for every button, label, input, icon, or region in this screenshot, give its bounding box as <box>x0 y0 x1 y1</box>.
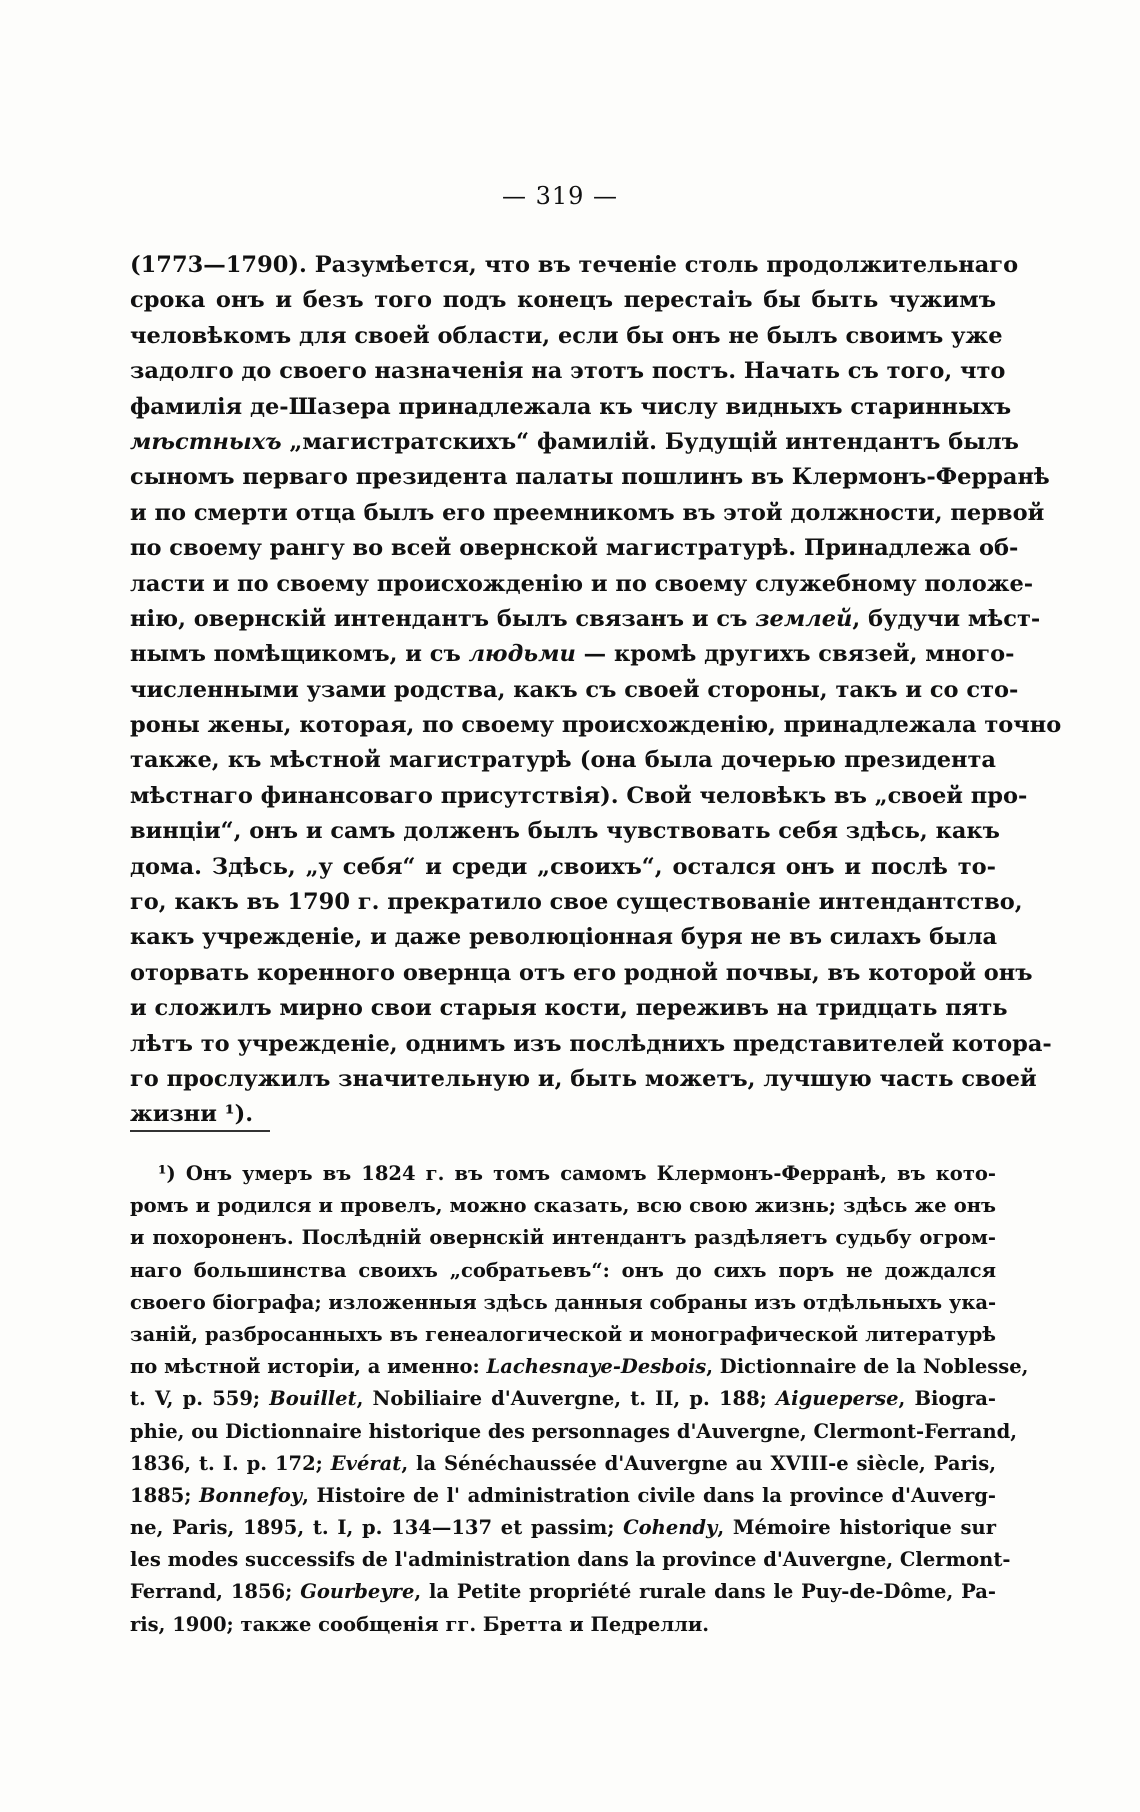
italic-segment: Aigueperse <box>776 1387 899 1411</box>
footnote-line: и похороненъ. Послѣдній овернскій интендантъ раздѣляетъ судьбу огром- <box>130 1226 996 1250</box>
italic-segment: Evérat <box>330 1451 402 1475</box>
text-segment: , будучи мѣст- <box>852 605 1041 632</box>
text-segment: , la Sénéchaussée d'Auvergne au XVIII-e siècle, Paris, <box>401 1451 996 1475</box>
body-text-line: и сложилъ мирно свои старыя кости, переживъ на тридцать пять <box>130 995 1008 1022</box>
body-text-line: жизни ¹). <box>130 1101 254 1128</box>
footnote-line <box>130 1512 996 1544</box>
body-text-line <box>130 602 1041 637</box>
body-text-line: какъ учрежденіе, и даже революціонная буря не въ силахъ была <box>130 924 998 951</box>
footnote-line: les modes successifs de l'administration dans la province d'Auvergne, Clermont- <box>130 1548 1011 1572</box>
body-text-line: мѣстнаго финансоваго присутствія). Свой человѣкъ въ „своей про- <box>130 782 1028 809</box>
text-segment: , Mémoire historique sur <box>717 1516 996 1540</box>
body-text-line: го, какъ въ 1790 г. прекратило свое существованіе интендантство, <box>130 889 1023 916</box>
footnote-line: своего біографа; изложенныя здѣсь данныя собраны изъ отдѣльныхъ ука- <box>130 1290 997 1314</box>
text-segment: нымъ помѣщикомъ, и съ <box>130 641 469 668</box>
footnote-line: ris, 1900; также сообщенія гг. Бретта и Педрелли. <box>130 1612 710 1636</box>
footnote-line <box>130 1351 1029 1383</box>
italic-segment: людьми <box>468 641 576 668</box>
text-segment: — кромѣ другихъ связей, много- <box>575 641 1015 668</box>
italic-segment: Gourbeyre <box>300 1580 415 1604</box>
text-segment: 1836, t. I. p. 172; <box>130 1451 331 1475</box>
body-text-line: оторвать коренного овернца отъ его родной почвы, въ которой онъ <box>130 959 1033 986</box>
italic-segment: Lachesnaye-Desbois <box>486 1355 707 1379</box>
body-text-line: роны жены, которая, по своему происхожденію, принадлежала точно <box>130 712 1062 739</box>
body-text-line: срока онъ и безъ того подъ конецъ перестаіъ бы быть чужимъ <box>130 287 996 314</box>
text-segment: , Nobiliaire d'Auvergne, t. II, p. 188; <box>356 1387 777 1411</box>
footnote-line: наго большинства своихъ „собратьевъ“: онъ до сихъ поръ не дождался <box>130 1258 996 1282</box>
text-segment: t. V, p. 559; <box>130 1387 270 1411</box>
footnote-line: ромъ и родился и провелъ, можно сказать, всю свою жизнь; здѣсь же онъ <box>130 1194 996 1218</box>
body-text-line: сыномъ перваго президента палаты пошлинъ въ Клермонъ-Ферранѣ <box>130 464 1050 491</box>
body-text-line: винціи“, онъ и самъ долженъ былъ чувствовать себя здѣсь, какъ <box>130 818 1000 845</box>
italic-segment: Bonnefoy <box>199 1483 303 1507</box>
footnote-line: phie, ou Dictionnaire historique des personnages d'Auvergne, Clermont-Ferrand, <box>130 1419 1018 1443</box>
text-segment: „магистратскихъ“ фамилій. Будущій интендантъ былъ <box>281 428 1019 455</box>
body-text-line: го прослужилъ значительную и, быть можетъ, лучшую часть своей <box>130 1065 1037 1092</box>
text-segment: нію, овернскій интендантъ былъ связанъ и съ <box>130 605 756 632</box>
body-text-line: человѣкомъ для своей области, если бы онъ не былъ своимъ уже <box>130 322 1003 349</box>
text-segment: 1885; <box>130 1483 200 1507</box>
page-number: — 319 — <box>501 182 619 210</box>
italic-segment: Cohendy <box>623 1516 718 1540</box>
footnote-line: заній, разбросанныхъ въ генеалогической и монографической литературѣ <box>130 1322 996 1346</box>
text-segment: , Dictionnaire de la Noblesse, <box>706 1355 1029 1379</box>
footnote-line <box>130 1480 996 1512</box>
footnote-line: ¹) Онъ умеръ въ 1824 г. въ томъ самомъ Клермонъ-Ферранѣ, въ кото- <box>158 1162 996 1185</box>
text-segment: по мѣстной исторіи, а именно: <box>130 1355 487 1379</box>
body-text-line <box>130 425 1019 460</box>
body-text-line: и по смерти отца былъ его преемникомъ въ этой должности, первой <box>130 499 1045 526</box>
text-segment: Ferrand, 1856; <box>130 1580 301 1604</box>
body-text-line: численными узами родства, какъ съ своей стороны, такъ и со сто- <box>130 676 1019 703</box>
italic-segment: землей <box>755 605 853 632</box>
body-text-line: также, къ мѣстной магистратурѣ (она была дочерью президента <box>130 747 996 774</box>
body-text-line: ласти и по своему происхожденію и по своему служебному положе- <box>130 570 1034 597</box>
main-text <box>130 248 1062 1133</box>
footnote-separator <box>130 1130 270 1132</box>
body-text-line: по своему рангу во всей овернской магистратурѣ. Принадлежа об- <box>130 535 1019 562</box>
footnote <box>130 1158 1029 1641</box>
body-text-line: задолго до своего назначенія на этотъ постъ. Начать съ того, что <box>130 358 1006 385</box>
text-segment: ne, Paris, 1895, t. I, p. 134—137 et passim; <box>130 1516 624 1540</box>
footnote-line <box>130 1576 996 1608</box>
text-segment: , Histoire de l' administration civile dans la province d'Auverg- <box>302 1483 997 1507</box>
footnote-line <box>130 1448 996 1480</box>
body-text-line: (1773—1790). Разумѣется, что въ теченіе столь продолжительнаго <box>130 252 1019 278</box>
body-text-line <box>130 637 1015 672</box>
italic-segment: Bouillet <box>269 1387 357 1411</box>
text-segment: , Biogra- <box>898 1387 996 1411</box>
body-text-line: дома. Здѣсь, „у себя“ и среди „своихъ“, остался онъ и послѣ то- <box>130 853 996 880</box>
footnote-line <box>130 1383 996 1415</box>
body-text-line: лѣтъ то учрежденіе, однимъ изъ послѣднихъ представителей котора- <box>130 1030 1052 1057</box>
body-text-line: фамилія де-Шазера принадлежала къ числу видныхъ старинныхъ <box>130 393 1012 420</box>
text-segment: , la Petite propriété rurale dans le Puy-de-Dôme, Pa- <box>414 1580 996 1604</box>
italic-segment: мѣстныхъ <box>130 428 282 455</box>
